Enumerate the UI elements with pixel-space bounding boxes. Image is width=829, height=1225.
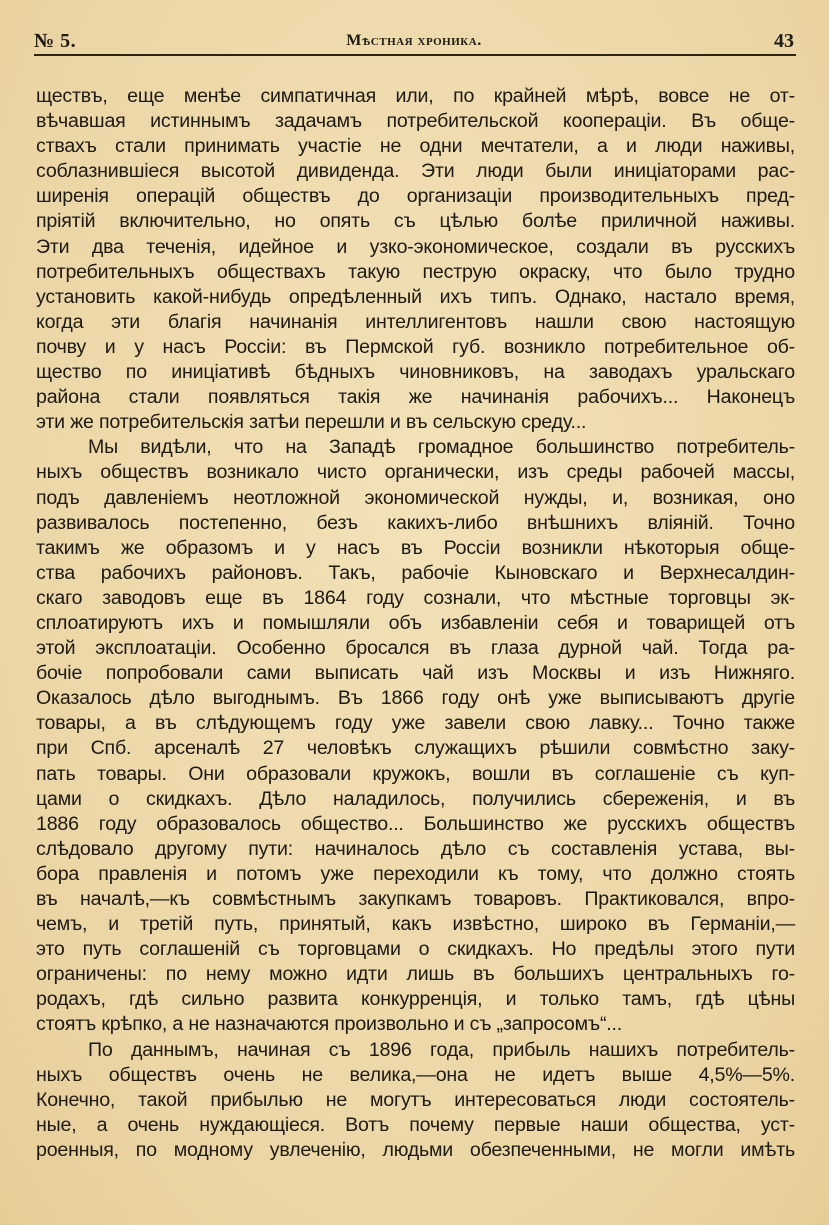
text-line: Эти два теченія, идейное и узко-экономическое, создали въ русскихъ <box>36 235 795 258</box>
text-line: ные, а очень нуждающіеся. Вотъ почему первые наши общества, уст- <box>36 1113 795 1136</box>
text-line: слѣдовало другому пути: начиналось дѣло съ составленія устава, вы- <box>36 837 795 860</box>
text-line: этой эксплоатаціи. Особенно бросался въ глаза дурной чай. Тогда ра- <box>36 637 795 660</box>
text-line: развивалось постепенно, безъ какихъ-либо внѣшнихъ вліяній. Точно <box>36 511 795 534</box>
text-line: ществъ, еще менѣе симпатичная или, по крайней мѣрѣ, вовсе не от- <box>36 85 795 107</box>
text-line: Мы видѣли, что на Западѣ громадное большинство потребитель- <box>88 436 795 459</box>
text-line: ныхъ обществъ очень не велика,—она не идетъ выше 4,5%—5%. <box>36 1063 795 1086</box>
running-header <box>34 30 794 54</box>
text-line: Конечно, такой прибылью не могутъ интересоваться люди состоятель- <box>36 1088 795 1111</box>
page-number: 43 <box>774 30 794 52</box>
text-line: ствахъ стали принимать участіе не одни мечтатели, а и люди наживы, <box>36 135 795 158</box>
text-line: района стали появляться такія же начинанія рабочихъ... Наконецъ <box>36 386 795 409</box>
text-line: ограничены: по нему можно идти лишь въ большихъ центральныхъ го- <box>36 963 795 986</box>
text-line: это путь соглашеній съ торговцами о скидкахъ. Но предѣлы этого пути <box>36 938 795 961</box>
text-line: эти же потребительскія затѣи перешли и въ сельскую среду... <box>36 411 587 434</box>
text-line: роенныя, по модному увлеченію, людьми обезпеченными, не могли имѣть <box>36 1138 795 1161</box>
text-line: 1886 году образовалось общество... Большинство же русскихъ обществъ <box>36 812 795 835</box>
text-line: скаго заводовъ еще въ 1864 году сознали, что мѣстные торговцы эк- <box>36 586 795 609</box>
text-line: при Спб. арсеналѣ 27 человѣкъ служащихъ рѣшили совмѣстно заку- <box>36 737 795 760</box>
text-line: ныхъ обществъ возникало чисто органически, изъ среды рабочей массы, <box>36 461 795 484</box>
text-line: установить какой-нибудь опредѣленный ихъ типъ. Однако, настало время, <box>36 285 795 308</box>
text-line: пріятій включительно, но опять съ цѣлью болѣе приличной наживы. <box>36 210 795 233</box>
text-line: вѣчавшая истиннымъ задачамъ потребительской коопераціи. Въ обще- <box>36 110 795 133</box>
text-line: сплоатируютъ ихъ и помышляли объ избавленіи себя и товарищей отъ <box>36 611 795 634</box>
body-text <box>36 84 795 1163</box>
text-line: пать товары. Они образовали кружокъ, вошли въ соглашеніе съ куп- <box>36 762 795 785</box>
text-line: По даннымъ, начиная съ 1896 года, прибыль нашихъ потребитель- <box>88 1038 795 1061</box>
text-line: товары, а въ слѣдующемъ году уже завели свою лавку... Точно также <box>36 712 795 735</box>
text-line: подъ давленіемъ неотложной экономической нужды, и, возникая, оно <box>36 486 795 509</box>
issue-number: № 5. <box>34 30 77 52</box>
text-line: въ началѣ,—къ совмѣстнымъ закупкамъ товаровъ. Практиковался, впро- <box>36 888 795 910</box>
text-line: родахъ, гдѣ сильно развита конкурренція, и только тамъ, гдѣ цѣны <box>36 988 795 1011</box>
text-line: соблазнившіеся высотой дивиденда. Эти люди были иниціаторами рас- <box>36 160 795 183</box>
text-line: цами о скидкахъ. Дѣло наладилось, получились сбереженія, и въ <box>36 787 795 810</box>
header-rule <box>34 54 796 56</box>
text-line: такимъ же образомъ и у насъ въ Россіи возникли нѣкоторыя обще- <box>36 536 795 559</box>
text-line: Оказалось дѣло выгоднымъ. Въ 1866 году онѣ уже выписываютъ другіе <box>36 687 795 710</box>
text-line: стоятъ крѣпко, а не назначаются произвольно и съ „запросомъ“... <box>36 1013 622 1036</box>
section-title: Мѣстная хроника. <box>346 32 482 49</box>
text-line: щество по иниціативѣ бѣдныхъ чиновниковъ, на заводахъ уральскаго <box>36 361 795 384</box>
text-line: потребительныхъ обществахъ такую пеструю окраску, что было трудно <box>36 260 795 283</box>
text-line: ства рабочихъ районовъ. Такъ, рабочіе Кыновскаго и Верхнесалдин- <box>36 561 795 584</box>
text-line: когда эти благія начинанія интеллигентовъ нашли свою настоящую <box>36 310 795 333</box>
text-line: бора правленія и потомъ уже переходили къ тому, что должно стоять <box>36 862 795 885</box>
text-line: почву и у насъ Россіи: въ Пермской губ. возникло потребительное об- <box>36 335 795 358</box>
text-line: чемъ, и третій путь, принятый, какъ извѣстно, широко въ Германіи,— <box>36 913 795 936</box>
text-line: ширенія операцій обществъ до организаціи производительныхъ пред- <box>36 185 795 208</box>
text-line: бочіе попробовали сами выписать чай изъ Москвы и изъ Нижняго. <box>36 662 795 685</box>
